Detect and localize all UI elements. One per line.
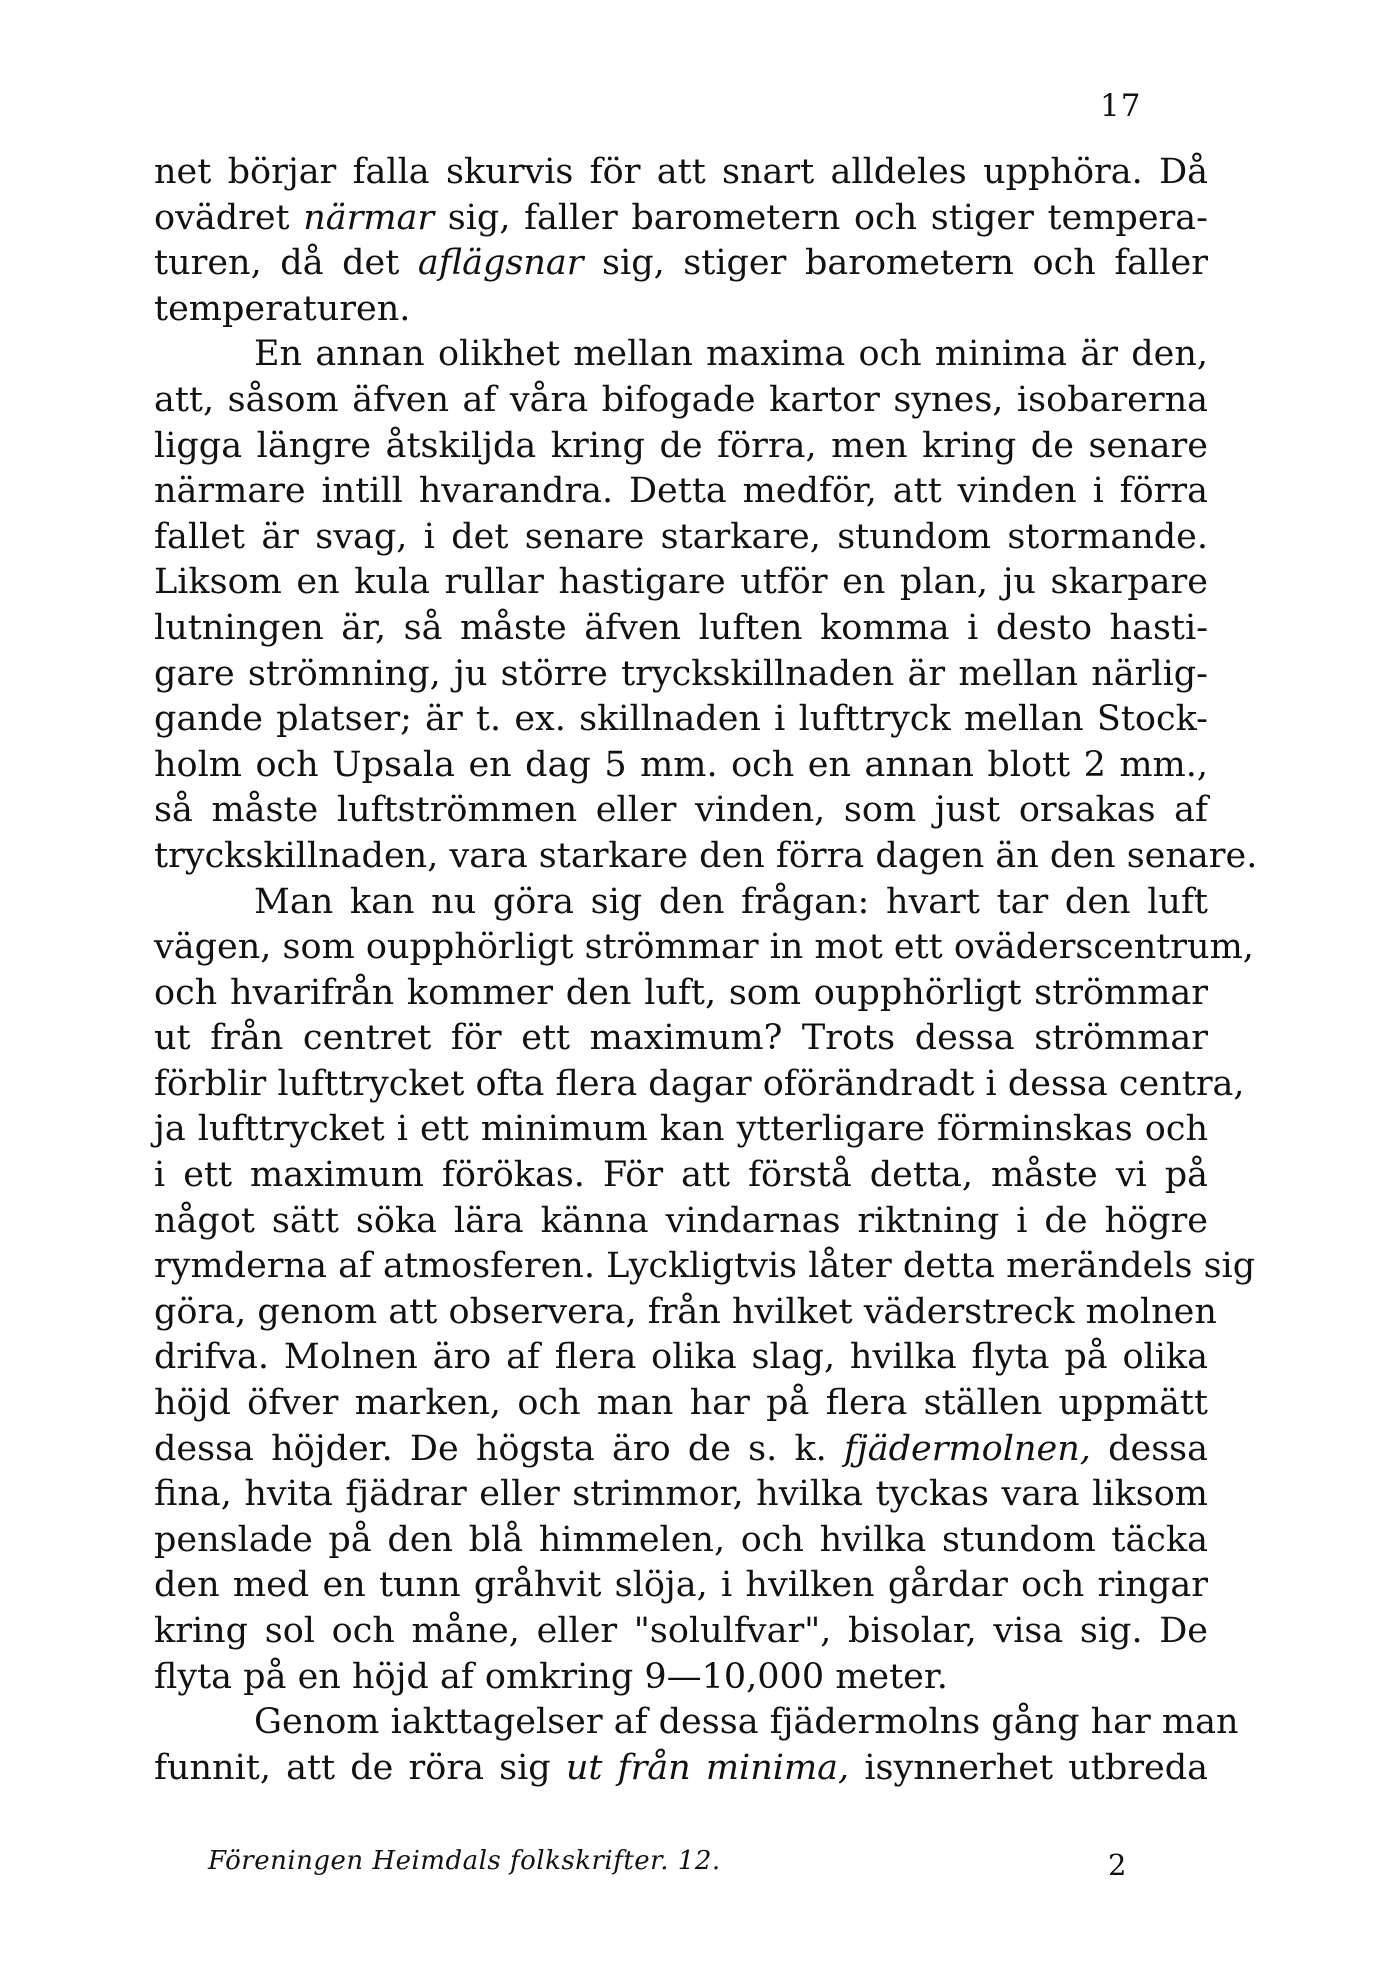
- text-segment: fallet är svag, i det senare starkare, stundom stormande.: [154, 516, 1208, 557]
- text-line: [154, 560, 1208, 606]
- text-segment: i ett maximum förökas. För att förstå detta, måste vi på: [154, 1155, 1208, 1196]
- text-segment: rymderna af atmosferen. Lyckligtvis låter detta merändels sig: [154, 1246, 1256, 1287]
- text-line: [154, 196, 1208, 242]
- text-segment: höjd öfver marken, och man har på flera ställen uppmätt: [154, 1383, 1208, 1424]
- page-footer: [208, 1846, 1208, 1886]
- text-line: [154, 1244, 1256, 1290]
- text-line: [154, 469, 1208, 515]
- text-segment: och hvarifrån kommer den luft, som oupphörligt strömmar: [154, 972, 1208, 1013]
- text-line: [154, 424, 1208, 470]
- text-line: [154, 743, 1208, 789]
- text-segment: vägen, som oupphörligt strömmar in mot ett oväderscentrum,: [154, 927, 1254, 968]
- page-number: 17: [1100, 88, 1142, 124]
- text-line: [154, 1290, 1217, 1336]
- text-line: [154, 1199, 1208, 1245]
- text-segment: dessa höjder. De högsta äro de s. k.: [154, 1428, 844, 1469]
- series-title: Föreningen Heimdals folkskrifter. 12.: [208, 1846, 721, 1876]
- text-line: [154, 606, 1208, 652]
- italic-text: fjädermolnen,: [843, 1428, 1091, 1469]
- text-segment: så måste luftströmmen eller vinden, som just orsakas af: [154, 790, 1208, 831]
- text-segment: lutningen är, så måste äfven luften komma i desto hasti-: [154, 607, 1208, 648]
- text-segment: penslade på den blå himmelen, och hvilka stundom täcka: [154, 1519, 1208, 1560]
- text-segment: funnit, att de röra sig: [154, 1747, 566, 1788]
- text-segment: drifva. Molnen äro af flera olika slag, hvilka flyta på olika: [154, 1337, 1208, 1378]
- text-line: [154, 652, 1208, 698]
- italic-text: ut från minima,: [565, 1747, 850, 1788]
- text-segment: den med en tunn gråhvit slöja, i hvilken gårdar och ringar: [154, 1565, 1208, 1606]
- text-segment: dessa: [1090, 1428, 1208, 1469]
- text-line: [154, 1518, 1208, 1564]
- text-line: [154, 287, 1208, 333]
- text-segment: närmare intill hvarandra. Detta medför, att vinden i förra: [154, 471, 1208, 512]
- text-line: [154, 1655, 1208, 1701]
- text-line: [154, 971, 1208, 1017]
- text-line: [154, 1472, 1208, 1518]
- text-segment: holm och Upsala en dag 5 mm. och en annan blott 2 mm.,: [154, 744, 1208, 785]
- text-line: [154, 1746, 1208, 1792]
- text-segment: ut från centret för ett maximum? Trots dessa strömmar: [154, 1018, 1208, 1059]
- text-line: [154, 1335, 1208, 1381]
- body-text: [154, 150, 1258, 1791]
- text-segment: Liksom en kula rullar hastigare utför en plan, ju skarpare: [154, 562, 1208, 603]
- text-segment: förblir lufttrycket ofta flera dagar oförändradt i dessa centra,: [154, 1063, 1245, 1104]
- text-line: [154, 925, 1254, 971]
- text-segment: ligga längre åtskiljda kring de förra, men kring de senare: [154, 425, 1208, 466]
- text-line: [154, 515, 1208, 561]
- text-segment: ovädret: [154, 197, 304, 238]
- text-segment: Man kan nu göra sig den frågan: hvart tar den luft: [254, 881, 1208, 922]
- text-line: [154, 241, 1208, 287]
- text-segment: att, såsom äfven af våra bifogade kartor synes, isobarerna: [154, 379, 1208, 420]
- text-line: [154, 697, 1208, 743]
- text-line: [154, 834, 1258, 880]
- text-line: [154, 378, 1208, 424]
- text-segment: turen, då det: [154, 243, 418, 284]
- text-segment: något sätt söka lära känna vindarnas riktning i de högre: [154, 1200, 1208, 1241]
- text-segment: fina, hvita fjädrar eller strimmor, hvilka tyckas vara liksom: [154, 1474, 1208, 1515]
- text-segment: temperaturen.: [154, 288, 411, 329]
- text-line: [154, 332, 1208, 378]
- text-segment: sig, stiger barometern och faller: [583, 243, 1208, 284]
- italic-text: närmar: [303, 197, 435, 238]
- text-line: [154, 1062, 1245, 1108]
- text-segment: Genom iakttagelser af dessa fjädermolns gång har man: [254, 1702, 1239, 1743]
- text-segment: gande platser; är t. ex. skillnaden i lufttryck mellan Stock-: [154, 699, 1208, 740]
- text-line: [154, 1153, 1208, 1199]
- text-segment: sig, faller barometern och stiger tempera-: [434, 197, 1208, 238]
- text-segment: gare strömning, ju större tryckskillnaden är mellan närlig-: [154, 653, 1208, 694]
- text-line: [154, 1427, 1208, 1473]
- text-segment: tryckskillnaden, vara starkare den förra dagen än den senare.: [154, 835, 1258, 876]
- signature-mark: 2: [1108, 1848, 1127, 1882]
- text-line: [154, 1609, 1208, 1655]
- text-segment: flyta på en höjd af omkring 9—10,000 meter.: [154, 1656, 948, 1697]
- text-segment: kring sol och måne, eller "solulfvar", bisolar, visa sig. De: [154, 1611, 1208, 1651]
- text-segment: ja lufttrycket i ett minimum kan ytterligare förminskas och: [154, 1109, 1208, 1150]
- text-segment: net börjar falla skurvis för att snart alldeles upphöra. Då: [154, 152, 1208, 192]
- text-line: [154, 788, 1208, 834]
- text-line: [154, 150, 1208, 196]
- text-line: [154, 1016, 1208, 1062]
- text-line: [154, 880, 1208, 926]
- text-line: [154, 1700, 1239, 1746]
- text-line: [154, 1381, 1208, 1427]
- text-line: [154, 1563, 1208, 1609]
- text-segment: En annan olikhet mellan maxima och minima är den,: [254, 334, 1208, 375]
- italic-text: aflägsnar: [417, 243, 584, 284]
- text-segment: göra, genom att observera, från hvilket väderstreck molnen: [154, 1291, 1217, 1332]
- text-line: [154, 1107, 1208, 1153]
- text-segment: isynnerhet utbreda: [849, 1747, 1208, 1788]
